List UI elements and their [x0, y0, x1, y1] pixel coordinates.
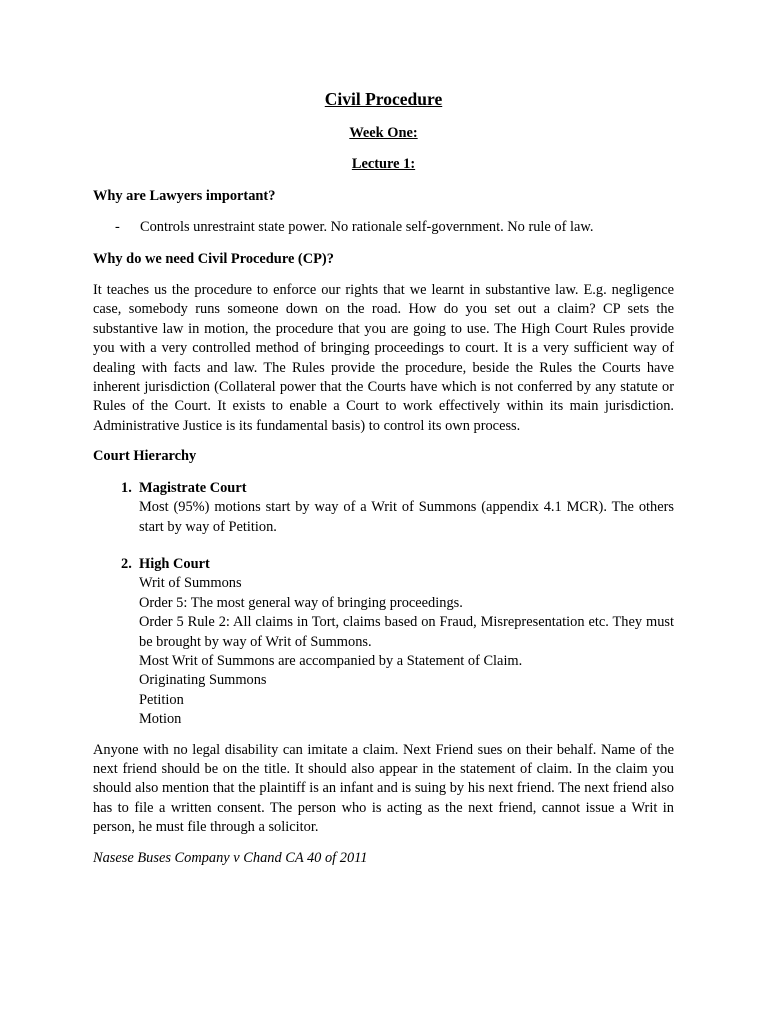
week-heading: Week One:	[349, 125, 418, 141]
court-hierarchy-list	[93, 479, 674, 730]
list-item-magistrate-court	[93, 479, 674, 537]
section-heading-civil-procedure: Why do we need Civil Procedure (CP)?	[93, 250, 334, 267]
section-heading-court-hierarchy: Court Hierarchy	[93, 448, 197, 465]
bullet-text: Controls unrestraint state power. No rationale self-government. No rule of law.	[140, 219, 594, 236]
bullet-dash: -	[115, 219, 120, 236]
high-court-line: Order 5: The most general way of bringing proceedings.	[139, 594, 463, 611]
paragraph-next-friend: Anyone with no legal disability can imitate a claim. Next Friend sues on their behalf. Name of the next friend should be on the title. It should also appear in the statement of claim. In the claim you should also mention that the plaintiff is an infant and is suing by his next friend. The next friend also has to file a written consent. The person who is acting as the next friend, cannot issue a Writ in person, he must file through a solicitor.	[93, 741, 674, 836]
list-number: 2.	[121, 555, 132, 572]
high-court-line: Originating Summons	[139, 672, 267, 689]
high-court-line: Writ of Summons	[139, 575, 242, 592]
high-court-line: Most Writ of Summons are accompanied by a Statement of Claim.	[139, 652, 523, 669]
item-title-high-court: High Court	[139, 555, 210, 572]
lecture-heading: Lecture 1:	[351, 156, 416, 173]
item-text-magistrate-court: Most (95%) motions start by way of a Writ of Summons (appendix 4.1 MCR). The others start by way of Petition.	[139, 499, 674, 535]
document-title: Civil Procedure	[324, 89, 443, 109]
high-court-line: Order 5 Rule 2: All claims in Tort, claims based on Fraud, Misrepresentation etc. They must be brought by way of Writ of Summons.	[139, 614, 674, 650]
bullet-item	[93, 218, 674, 237]
paragraph-civil-procedure: It teaches us the procedure to enforce our rights that we learnt in substantive law. E.g. negligence case, somebody runs someone down on the road. How do you set out a claim? CP sets the substantive law in motion, the procedure that you are going to use. The High Court Rules provide you with a very controlled method of bringing proceedings to court. It is a very sufficient way of dealing with facts and law. The Rules provide the procedure, beside the Rules the Courts have inherent jurisdiction (Collateral power that the Courts have which is not conferred by any statute or Rules of the Court. It exists to enable a Court to work effectively within its main jurisdiction. Administrative Justice is its fundamental basis) to control its own process.	[93, 282, 674, 434]
high-court-line: Petition	[139, 691, 184, 708]
item-title-magistrate-court: Magistrate Court	[139, 479, 247, 496]
list-number: 1.	[121, 479, 132, 496]
section-heading-lawyers: Why are Lawyers important?	[93, 187, 276, 204]
high-court-line: Motion	[139, 711, 182, 728]
document-page	[93, 88, 674, 868]
case-citation: Nasese Buses Company v Chand CA 40 of 2011	[93, 849, 368, 866]
list-item-high-court	[93, 555, 674, 730]
